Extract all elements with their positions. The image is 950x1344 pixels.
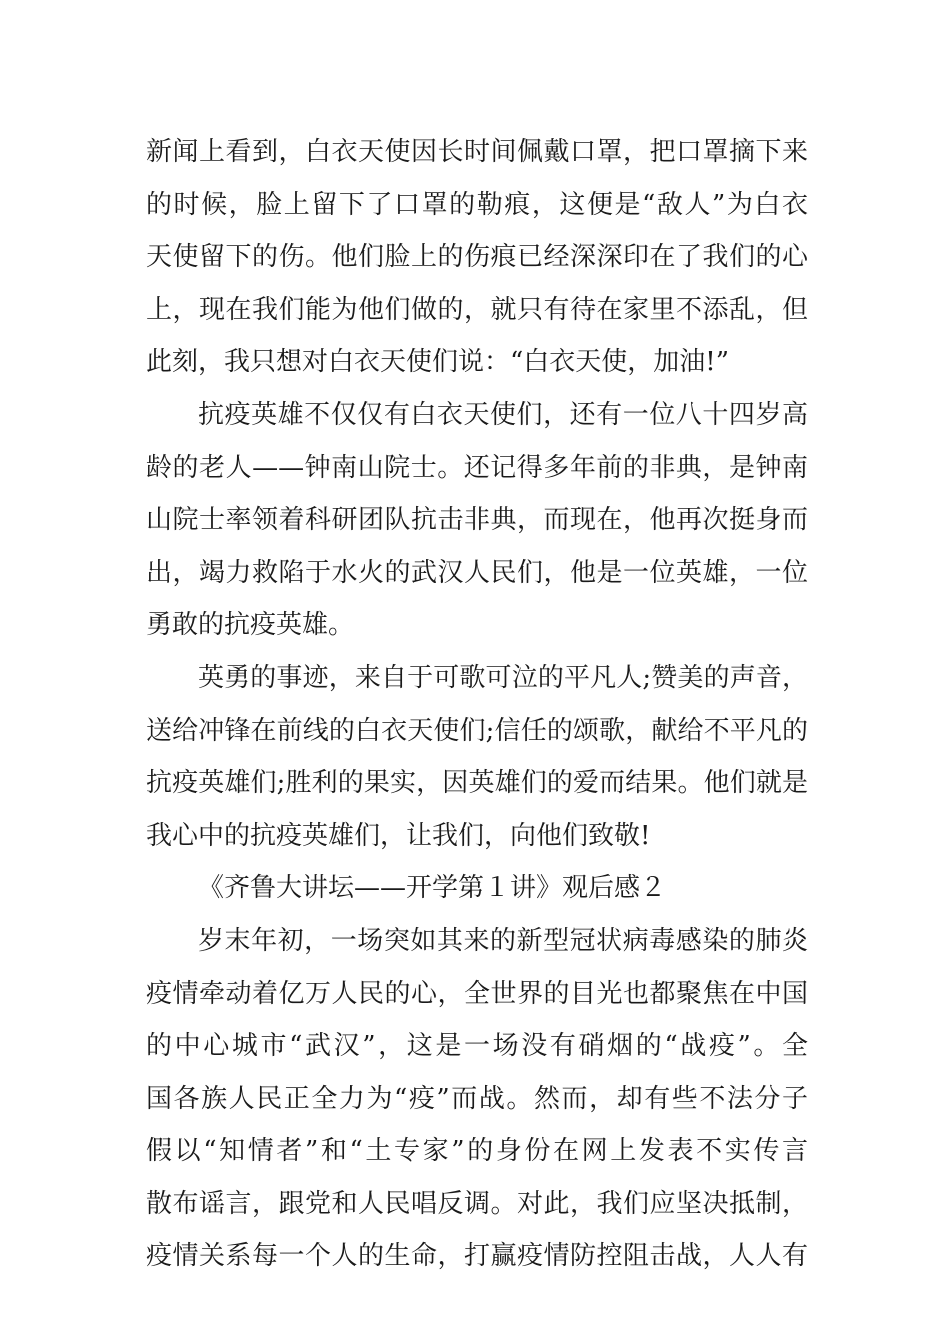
text-line: 疫情关系每一个人的生命，打赢疫情防控阻击战，人人有 [146, 1241, 808, 1272]
text-line: 英勇的事迹，来自于可歌可泣的平凡人;赞美的声音， [198, 662, 808, 693]
text-line: 国各族人民正全力为“疫”而战。然而，却有些不法分子 [146, 1083, 808, 1114]
text-line: 龄的老人——钟南山院士。还记得多年前的非典，是钟南 [146, 452, 808, 483]
text-line: 抗疫英雄们;胜利的果实，因英雄们的爱而结果。他们就是 [146, 768, 808, 799]
text-line: 上，现在我们能为他们做的，就只有待在家里不添乱，但 [146, 294, 808, 325]
paragraph [146, 915, 808, 1283]
text-line: 送给冲锋在前线的白衣天使们;信任的颂歌，献给不平凡的 [146, 715, 808, 746]
paragraph [146, 389, 808, 652]
text-line: 的时候，脸上留下了口罩的勒痕，这便是“敌人”为白衣 [146, 189, 808, 220]
heading-line: 《齐鲁大讲坛——开学第１讲》观后感２ [198, 873, 667, 904]
text-line: 天使留下的伤。他们脸上的伤痕已经深深印在了我们的心 [146, 242, 808, 273]
text-line: 疫情牵动着亿万人民的心，全世界的目光也都聚焦在中国 [146, 978, 808, 1009]
text-line: 我心中的抗疫英雄们，让我们，向他们致敬! [146, 820, 651, 851]
text-line: 此刻，我只想对白衣天使们说：“白衣天使，加油!” [146, 347, 730, 378]
text-line: 假以“知情者”和“土专家”的身份在网上发表不实传言 [146, 1136, 808, 1167]
text-line: 的中心城市“武汉”，这是一场没有硝烟的“战疫”。全 [146, 1031, 808, 1062]
text-line: 出，竭力救陷于水火的武汉人民们，他是一位英雄，一位 [146, 557, 808, 588]
text-line: 岁末年初，一场突如其来的新型冠状病毒感染的肺炎 [198, 925, 808, 956]
text-line: 勇敢的抗疫英雄。 [146, 610, 355, 641]
text-line: 山院士率领着科研团队抗击非典，而现在，他再次挺身而 [146, 505, 808, 536]
paragraph-continuation [146, 126, 808, 389]
document-page [146, 126, 808, 1283]
text-line: 新闻上看到，白衣天使因长时间佩戴口罩，把口罩摘下来 [146, 137, 808, 167]
section-heading [146, 862, 808, 915]
text-line: 散布谣言，跟党和人民唱反调。对此，我们应坚决抵制， [146, 1188, 808, 1219]
paragraph [146, 652, 808, 862]
text-line: 抗疫英雄不仅仅有白衣天使们，还有一位八十四岁高 [198, 399, 808, 430]
